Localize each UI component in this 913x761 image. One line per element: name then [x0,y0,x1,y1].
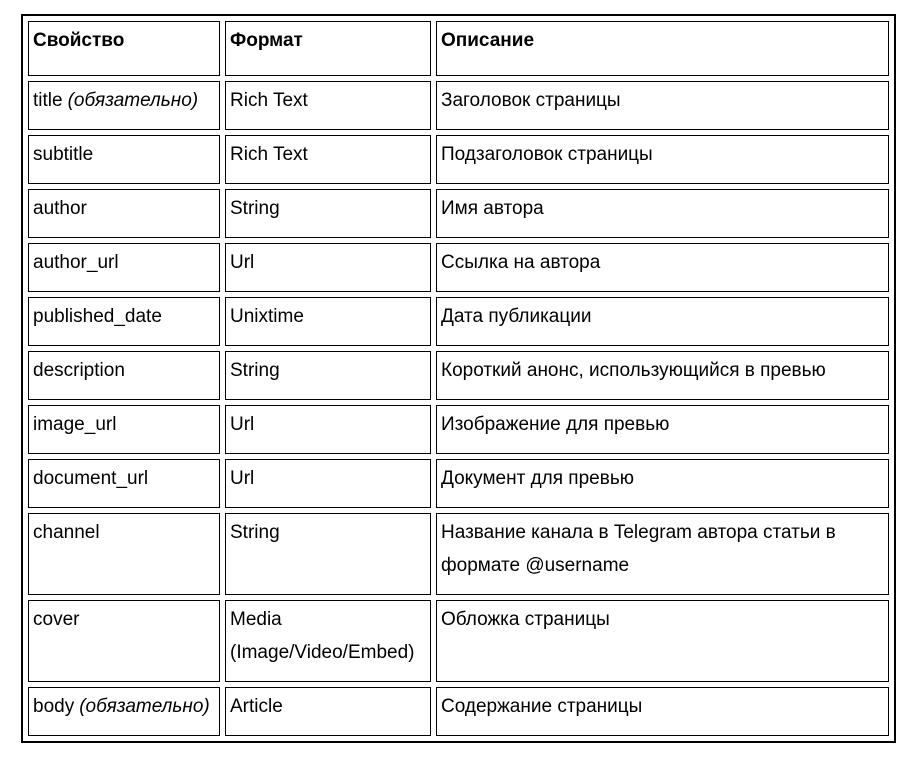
table-row [28,351,889,400]
header-cell-format: Формат [225,21,431,76]
description-cell: Содержание страницы [436,687,889,736]
property-name: author_url [33,252,119,273]
property-name: document_url [33,468,149,489]
description-cell: Имя автора [436,189,889,238]
format-cell: Rich Text [225,135,431,184]
description-cell: Заголовок страницы [436,81,889,130]
format-cell: String [225,351,431,400]
description-cell: Название канала в Telegram автора статьи в формате @username [436,513,889,595]
format-cell: String [225,189,431,238]
format-cell: Url [225,405,431,454]
format-cell: Unixtime [225,297,431,346]
table-row [28,600,889,682]
property-name: cover [33,609,80,630]
property-name: channel [33,522,100,543]
property-name: published_date [33,306,162,327]
format-cell: String [225,513,431,595]
table-row [28,687,889,736]
header-cell-property: Свойство [28,21,220,76]
property-name: author [33,198,87,219]
property-cell [28,81,220,130]
property-name: body [33,696,75,717]
table-row [28,189,889,238]
property-required-note: (обязательно) [79,696,210,717]
property-name: description [33,360,125,381]
table-row [28,243,889,292]
property-cell [28,405,220,454]
properties-table [21,14,896,743]
description-cell: Документ для превью [436,459,889,508]
property-cell [28,189,220,238]
format-cell: Article [225,687,431,736]
property-name: title [33,90,63,111]
format-cell: Rich Text [225,81,431,130]
table-row [28,135,889,184]
property-cell [28,351,220,400]
description-cell: Ссылка на автора [436,243,889,292]
table-row [28,297,889,346]
property-cell [28,297,220,346]
description-cell: Короткий анонс, использующийся в превью [436,351,889,400]
format-cell: Url [225,243,431,292]
table-row [28,81,889,130]
property-name: subtitle [33,144,94,165]
format-cell: Url [225,459,431,508]
table-row [28,513,889,595]
description-cell: Дата публикации [436,297,889,346]
description-cell: Обложка страницы [436,600,889,682]
header-cell-description: Описание [436,21,889,76]
property-cell [28,513,220,595]
property-cell [28,243,220,292]
table-header-row [28,21,889,76]
property-cell [28,459,220,508]
property-cell [28,600,220,682]
table-row [28,459,889,508]
property-required-note: (обязательно) [67,90,199,111]
table-row [28,405,889,454]
description-cell: Изображение для превью [436,405,889,454]
description-cell: Подзаголовок страницы [436,135,889,184]
property-name: image_url [33,414,117,435]
format-cell: Media (Image/Video/Embed) [225,600,431,682]
property-cell [28,687,220,736]
properties-table-body [28,21,889,736]
property-cell [28,135,220,184]
